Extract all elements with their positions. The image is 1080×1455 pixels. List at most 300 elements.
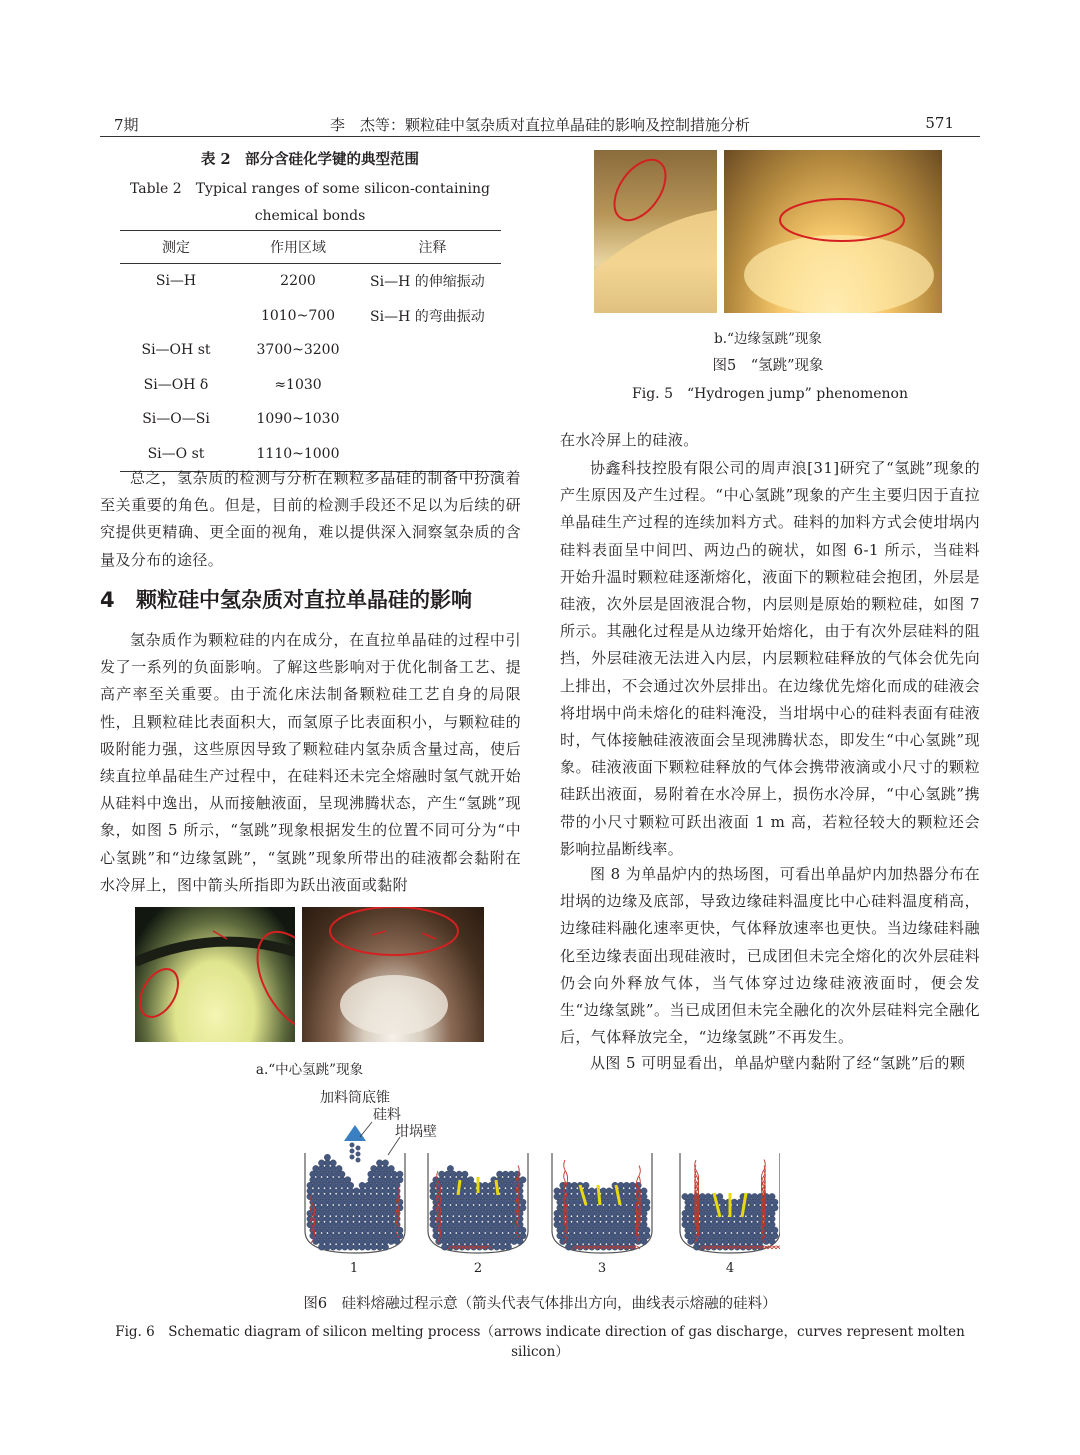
table-cell: ≈1030 bbox=[274, 376, 322, 393]
table-cell bbox=[364, 368, 501, 403]
table-cell bbox=[364, 402, 501, 437]
silicon-particle bbox=[394, 1238, 400, 1244]
silicon-particle bbox=[594, 1210, 600, 1216]
silicon-particle bbox=[621, 1227, 627, 1233]
silicon-particle bbox=[494, 1238, 500, 1244]
silicon-particle bbox=[571, 1238, 577, 1244]
silicon-particle bbox=[459, 1238, 465, 1244]
silicon-particle bbox=[612, 1238, 618, 1244]
silicon-particle bbox=[708, 1227, 714, 1233]
silicon-particle bbox=[430, 1210, 436, 1216]
gas-arrow-icon bbox=[496, 1180, 498, 1195]
silicon-particle bbox=[505, 1182, 511, 1188]
silicon-particle bbox=[623, 1210, 629, 1216]
silicon-particle bbox=[394, 1182, 400, 1188]
table-cell: Si—OH δ bbox=[143, 376, 209, 393]
photo-annotation bbox=[594, 150, 717, 313]
silicon-particle bbox=[482, 1182, 488, 1188]
table-header: 测定 bbox=[120, 231, 232, 264]
table-cell: Si—OH st bbox=[141, 342, 211, 359]
silicon-particle bbox=[476, 1238, 482, 1244]
silicon-particle bbox=[345, 1199, 351, 1205]
silicon-particle bbox=[589, 1210, 595, 1216]
silicon-particle bbox=[772, 1227, 778, 1233]
silicon-particle bbox=[436, 1238, 442, 1244]
silicon-particle bbox=[347, 1182, 353, 1188]
table-cell: 1090~1030 bbox=[256, 411, 340, 428]
page-number: 571 bbox=[925, 114, 954, 132]
silicon-particle bbox=[324, 1182, 330, 1188]
silicon-particle bbox=[609, 1199, 615, 1205]
silicon-particle bbox=[382, 1160, 388, 1166]
silicon-particle bbox=[374, 1199, 380, 1205]
silicon-particle bbox=[336, 1238, 342, 1244]
silicon-particle bbox=[374, 1171, 380, 1177]
silicon-particle bbox=[379, 1199, 385, 1205]
silicon-particle bbox=[751, 1210, 757, 1216]
running-title: 李 杰等：颗粒硅中氢杂质对直拉单晶硅的影响及控制措施分析 bbox=[329, 116, 750, 134]
silicon-particle bbox=[577, 1210, 583, 1216]
silicon-particle bbox=[388, 1210, 394, 1216]
table-row bbox=[120, 402, 501, 437]
silicon-particle bbox=[470, 1182, 476, 1188]
table-2 bbox=[120, 230, 501, 472]
silicon-particle bbox=[508, 1199, 514, 1205]
silicon-particle bbox=[499, 1238, 505, 1244]
silicon-particle bbox=[447, 1165, 453, 1171]
silicon-particle bbox=[514, 1227, 520, 1233]
section-title: 颗粒硅中氢杂质对直拉单晶硅的影响 bbox=[136, 588, 472, 612]
silicon-particle bbox=[577, 1238, 583, 1244]
silicon-particle bbox=[444, 1227, 450, 1233]
silicon-particle bbox=[699, 1210, 705, 1216]
silicon-particle bbox=[615, 1227, 621, 1233]
silicon-particle bbox=[468, 1227, 474, 1233]
silicon-particle bbox=[465, 1238, 471, 1244]
table-header: 注释 bbox=[364, 231, 501, 264]
silicon-particle bbox=[316, 1171, 322, 1177]
silicon-particle bbox=[318, 1182, 324, 1188]
silicon-particle bbox=[336, 1210, 342, 1216]
silicon-particle bbox=[511, 1238, 517, 1244]
silicon-particle bbox=[621, 1199, 627, 1205]
silicon-particle bbox=[376, 1160, 382, 1166]
silicon-particle bbox=[554, 1188, 560, 1194]
silicon-particle bbox=[324, 1238, 330, 1244]
photo-center-jump-1 bbox=[135, 907, 295, 1042]
silicon-particle bbox=[316, 1227, 322, 1233]
crucible-panels bbox=[300, 1085, 780, 1280]
silicon-particle bbox=[502, 1227, 508, 1233]
silicon-particle bbox=[368, 1199, 374, 1205]
gas-arrow-icon bbox=[458, 1180, 460, 1195]
silicon-particle bbox=[324, 1154, 330, 1160]
silicon-particle bbox=[385, 1199, 391, 1205]
silicon-particle bbox=[359, 1238, 365, 1244]
silicon-particle bbox=[618, 1210, 624, 1216]
silicon-particle bbox=[479, 1227, 485, 1233]
silicon-particle bbox=[568, 1199, 574, 1205]
silicon-particle bbox=[597, 1227, 603, 1233]
figure-5-caption-zh: 图5 “氢跳”现象 bbox=[712, 358, 824, 374]
silicon-particle bbox=[441, 1182, 447, 1188]
silicon-particle bbox=[379, 1171, 385, 1177]
silicon-particle bbox=[397, 1227, 403, 1233]
silicon-particle bbox=[324, 1210, 330, 1216]
silicon-particle bbox=[470, 1210, 476, 1216]
silicon-particle bbox=[444, 1199, 450, 1205]
silicon-particle bbox=[368, 1171, 374, 1177]
silicon-particle bbox=[353, 1210, 359, 1216]
silicon-particle bbox=[574, 1199, 580, 1205]
figure-6-caption-zh: 图6 硅料熔融过程示意（箭头代表气体排出方向，曲线表示熔融的硅料） bbox=[303, 1296, 777, 1312]
silicon-particle bbox=[365, 1238, 371, 1244]
silicon-particle bbox=[589, 1188, 595, 1194]
silicon-particle bbox=[711, 1210, 717, 1216]
silicon-particle bbox=[382, 1210, 388, 1216]
silicon-particle bbox=[766, 1199, 772, 1205]
silicon-particle bbox=[772, 1199, 778, 1205]
photo-annotation bbox=[135, 907, 295, 1042]
silicon-particle bbox=[751, 1238, 757, 1244]
silicon-particle bbox=[327, 1227, 333, 1233]
paragraph: 图 8 为单晶炉内的热场图，可看出单晶炉内加热器分布在坩埚的边缘及底部，导致边缘硅料温度比中心硅料温度稍高，边缘硅料融化速率更快，气体释放速率也更快。当边缘硅料融化至边缘表面出现硅液时，已成团但未完全熔化的次外层硅料仍会向外释放气体，当气体穿过边缘硅液液面时，便会发生“边缘氢跳”。当已成团但未完全融化的次外层硅料完全融化后，气体释放完全，“边缘氢跳”不再发生。 bbox=[560, 865, 980, 1047]
silicon-particle bbox=[737, 1227, 743, 1233]
silicon-particle bbox=[342, 1238, 348, 1244]
silicon-particle bbox=[571, 1210, 577, 1216]
silicon-particle bbox=[505, 1238, 511, 1244]
silicon-particle bbox=[397, 1199, 403, 1205]
silicon-particle bbox=[725, 1227, 731, 1233]
silicon-particle bbox=[702, 1199, 708, 1205]
silicon-particle bbox=[356, 1227, 362, 1233]
silicon-particle bbox=[688, 1238, 694, 1244]
silicon-particle bbox=[734, 1238, 740, 1244]
silicon-particle bbox=[347, 1238, 353, 1244]
silicon-particle bbox=[313, 1165, 319, 1171]
silicon-particle bbox=[439, 1171, 445, 1177]
silicon-particle bbox=[465, 1210, 471, 1216]
silicon-particle bbox=[589, 1238, 595, 1244]
silicon-particle bbox=[497, 1199, 503, 1205]
silicon-particle bbox=[594, 1238, 600, 1244]
silicon-particle bbox=[327, 1171, 333, 1177]
paragraph: 在水冷屏上的硅液。 bbox=[560, 431, 699, 449]
silicon-particle bbox=[488, 1182, 494, 1188]
silicon-particle bbox=[482, 1210, 488, 1216]
silicon-particle bbox=[345, 1227, 351, 1233]
silicon-particle bbox=[705, 1193, 711, 1199]
silicon-particle bbox=[580, 1227, 586, 1233]
silicon-particle bbox=[600, 1210, 606, 1216]
silicon-particle bbox=[371, 1210, 377, 1216]
panel-label: 3 bbox=[597, 1261, 607, 1276]
silicon-particle bbox=[618, 1182, 624, 1188]
table-cell: 2200 bbox=[280, 273, 316, 290]
silicon-particle bbox=[365, 1210, 371, 1216]
photo-annotation bbox=[724, 150, 942, 313]
silicon-particle bbox=[722, 1210, 728, 1216]
silicon-particle bbox=[722, 1238, 728, 1244]
silicon-particle bbox=[488, 1210, 494, 1216]
silicon-particle bbox=[318, 1238, 324, 1244]
silicon-particle bbox=[571, 1182, 577, 1188]
silicon-particle bbox=[353, 1188, 359, 1194]
silicon-particle bbox=[356, 1152, 361, 1157]
silicon-particle bbox=[626, 1227, 632, 1233]
silicon-particle bbox=[307, 1182, 313, 1188]
silicon-particle bbox=[731, 1227, 737, 1233]
silicon-particle bbox=[453, 1210, 459, 1216]
silicon-particle bbox=[682, 1193, 688, 1199]
silicon-particle bbox=[388, 1238, 394, 1244]
table-row bbox=[120, 264, 501, 299]
label-feed-cone: 加料筒底锥 bbox=[320, 1090, 390, 1106]
silicon-particle bbox=[720, 1227, 726, 1233]
panel-label: 2 bbox=[473, 1261, 483, 1276]
section-heading bbox=[100, 584, 530, 614]
silicon-particle bbox=[737, 1199, 743, 1205]
silicon-particle bbox=[441, 1238, 447, 1244]
table-row bbox=[120, 299, 501, 334]
figure-6-caption-en: Fig. 6 Schematic diagram of silicon melting process（arrows indicate direction of gas discharge，curves represent molten silicon） bbox=[115, 1324, 965, 1360]
silicon-particle bbox=[702, 1227, 708, 1233]
silicon-particle bbox=[479, 1199, 485, 1205]
photo-center-jump-2 bbox=[302, 907, 484, 1042]
silicon-particle bbox=[465, 1182, 471, 1188]
silicon-particle bbox=[459, 1210, 465, 1216]
silicon-particle bbox=[641, 1210, 647, 1216]
silicon-particle bbox=[749, 1199, 755, 1205]
silicon-particle bbox=[330, 1210, 336, 1216]
table-row bbox=[120, 333, 501, 368]
table-caption-zh: 表 2 部分含硅化学键的典型范围 bbox=[200, 151, 420, 168]
silicon-particle bbox=[376, 1182, 382, 1188]
silicon-particle bbox=[447, 1182, 453, 1188]
silicon-particle bbox=[336, 1182, 342, 1188]
silicon-particle bbox=[685, 1227, 691, 1233]
silicon-particle bbox=[339, 1171, 345, 1177]
silicon-particle bbox=[333, 1171, 339, 1177]
silicon-particle bbox=[359, 1182, 365, 1188]
label-leader-line bbox=[388, 1137, 400, 1155]
silicon-particle bbox=[388, 1165, 394, 1171]
silicon-particle bbox=[333, 1199, 339, 1205]
table-cell bbox=[120, 299, 232, 334]
silicon-particle bbox=[682, 1210, 688, 1216]
silicon-particle bbox=[568, 1227, 574, 1233]
table-cell: Si—H bbox=[155, 273, 197, 290]
silicon-particle bbox=[462, 1171, 468, 1177]
silicon-particle bbox=[350, 1199, 356, 1205]
silicon-particle bbox=[606, 1238, 612, 1244]
silicon-particle bbox=[688, 1193, 694, 1199]
silicon-particle bbox=[368, 1227, 374, 1233]
silicon-particle bbox=[746, 1210, 752, 1216]
table-cell: 1010~700 bbox=[260, 307, 336, 324]
silicon-particle bbox=[385, 1227, 391, 1233]
silicon-particle bbox=[499, 1210, 505, 1216]
silicon-particle bbox=[318, 1210, 324, 1216]
silicon-particle bbox=[740, 1238, 746, 1244]
silicon-particle bbox=[644, 1199, 650, 1205]
silicon-particle bbox=[626, 1199, 632, 1205]
silicon-particle bbox=[371, 1182, 377, 1188]
silicon-particle bbox=[330, 1182, 336, 1188]
silicon-particle bbox=[321, 1171, 327, 1177]
silicon-particle bbox=[609, 1227, 615, 1233]
silicon-particle bbox=[473, 1199, 479, 1205]
silicon-particle bbox=[606, 1188, 612, 1194]
silicon-particle bbox=[623, 1238, 629, 1244]
silicon-particle bbox=[494, 1210, 500, 1216]
silicon-particle bbox=[754, 1227, 760, 1233]
running-header bbox=[100, 112, 980, 137]
silicon-particle bbox=[769, 1210, 775, 1216]
panel-label: 1 bbox=[349, 1261, 359, 1276]
table-cell: Si—O—Si bbox=[142, 411, 210, 428]
photo-annotation bbox=[302, 907, 484, 1042]
silicon-particle bbox=[365, 1182, 371, 1188]
silicon-particle bbox=[511, 1182, 517, 1188]
silicon-particle bbox=[520, 1199, 526, 1205]
silicon-particle bbox=[321, 1227, 327, 1233]
silicon-particle bbox=[350, 1143, 355, 1148]
silicon-particle bbox=[606, 1210, 612, 1216]
silicon-particle bbox=[470, 1238, 476, 1244]
silicon-particle bbox=[318, 1160, 324, 1166]
silicon-particle bbox=[517, 1238, 523, 1244]
silicon-particle bbox=[714, 1227, 720, 1233]
silicon-particle bbox=[316, 1199, 322, 1205]
silicon-particle bbox=[430, 1182, 436, 1188]
silicon-particle bbox=[746, 1238, 752, 1244]
subfigure-caption-b: b.“边缘氢跳”现象 bbox=[714, 331, 822, 347]
label-silicon: 硅料 bbox=[373, 1107, 401, 1123]
silicon-particle bbox=[754, 1199, 760, 1205]
silicon-particle bbox=[711, 1238, 717, 1244]
gas-arrow-icon bbox=[598, 1185, 600, 1205]
figure-6-diagram bbox=[300, 1085, 780, 1280]
silicon-particle bbox=[342, 1210, 348, 1216]
silicon-particle bbox=[728, 1238, 734, 1244]
silicon-particle bbox=[705, 1238, 711, 1244]
silicon-particle bbox=[641, 1188, 647, 1194]
silicon-particle bbox=[447, 1210, 453, 1216]
table-cell: Si—O st bbox=[120, 437, 232, 472]
section-number: 4 bbox=[100, 588, 115, 612]
silicon-particle bbox=[766, 1227, 772, 1233]
silicon-particle bbox=[708, 1199, 714, 1205]
silicon-particle bbox=[499, 1182, 505, 1188]
silicon-particle bbox=[339, 1227, 345, 1233]
silicon-particle bbox=[583, 1182, 589, 1188]
silicon-particle bbox=[327, 1199, 333, 1205]
silicon-particle bbox=[600, 1188, 606, 1194]
silicon-particle bbox=[356, 1199, 362, 1205]
silicon-particle bbox=[385, 1171, 391, 1177]
silicon-particle bbox=[333, 1227, 339, 1233]
silicon-particle bbox=[520, 1227, 526, 1233]
silicon-particle bbox=[497, 1171, 503, 1177]
silicon-particle bbox=[491, 1199, 497, 1205]
silicon-particle bbox=[462, 1227, 468, 1233]
issue-number: 7期 bbox=[114, 116, 139, 134]
silicon-particle bbox=[491, 1227, 497, 1233]
silicon-particle bbox=[717, 1193, 723, 1199]
silicon-particle bbox=[439, 1199, 445, 1205]
label-leader-line bbox=[360, 1122, 372, 1137]
silicon-particle bbox=[618, 1238, 624, 1244]
silicon-particle bbox=[462, 1199, 468, 1205]
table-cell bbox=[364, 333, 501, 368]
silicon-particle bbox=[586, 1227, 592, 1233]
silicon-particle bbox=[603, 1227, 609, 1233]
silicon-particle bbox=[376, 1210, 382, 1216]
silicon-particle bbox=[600, 1238, 606, 1244]
silicon-particle bbox=[362, 1199, 368, 1205]
silicon-particle bbox=[456, 1199, 462, 1205]
silicon-particle bbox=[734, 1210, 740, 1216]
silicon-particle bbox=[388, 1182, 394, 1188]
silicon-particle bbox=[502, 1171, 508, 1177]
silicon-particle bbox=[720, 1199, 726, 1205]
silicon-particle bbox=[441, 1210, 447, 1216]
silicon-particle bbox=[583, 1210, 589, 1216]
silicon-particle bbox=[371, 1238, 377, 1244]
silicon-particle bbox=[560, 1182, 566, 1188]
figure-5-caption-en: Fig. 5 “Hydrogen jump” phenomenon bbox=[632, 386, 908, 402]
silicon-particle bbox=[717, 1238, 723, 1244]
table-header: 作用区域 bbox=[232, 231, 364, 264]
silicon-particle bbox=[473, 1227, 479, 1233]
photo-edge-jump-1 bbox=[594, 150, 717, 313]
silicon-particle bbox=[769, 1238, 775, 1244]
paragraph: 协鑫科技控股有限公司的周声浪[31]研究了“氢跳”现象的产生原因及产生过程。“中心氢跳”现象的产生主要归因于直拉单晶硅生产过程的连续加料方式。硅料的加料方式会使坩埚内硅料表面呈中间凹、两边凸的碗状，如图 6-1 所示，当硅料开始升温时颗粒硅逐渐熔化，液面下的颗粒硅会抱团，外层是硅液，次外层是固液混合物，内层则是原始的颗粒硅，如图 7 所示。其融化过程是从边缘开始熔化，由于有次外层硅料的阻挡，外层硅液无法进入内层，内层颗粒硅释放的气体会优先向上排出，不会通过次外层排出。在边缘优先熔化而成的硅液会将坩埚中尚未熔化的硅料淹没，当坩埚中心的硅料表面有硅液时，气体接触硅液液面会呈现沸腾状态，即发生“中心氢跳”现象。硅液液面下颗粒硅释放的气体会携带液滴或小尺寸的颗粒硅跃出液面，易附着在水冷屏上，损伤水冷屏，“中心氢跳”携带的小尺寸颗粒可跃出液面 1 m 高，若粒径较大的颗粒还会影响拉晶断线率。 bbox=[560, 459, 980, 858]
silicon-particle bbox=[751, 1193, 757, 1199]
silicon-particle bbox=[629, 1182, 635, 1188]
silicon-particle bbox=[743, 1227, 749, 1233]
silicon-particle bbox=[362, 1227, 368, 1233]
silicon-particle bbox=[497, 1227, 503, 1233]
subfigure-caption-a: a.“中心氢跳”现象 bbox=[255, 1062, 364, 1078]
silicon-particle bbox=[382, 1182, 388, 1188]
silicon-particle bbox=[557, 1199, 563, 1205]
silicon-particle bbox=[699, 1193, 705, 1199]
table-cell: Si—H 的弯曲振动 bbox=[370, 308, 485, 325]
silicon-particle bbox=[641, 1238, 647, 1244]
silicon-particle bbox=[508, 1227, 514, 1233]
silicon-particle bbox=[382, 1238, 388, 1244]
silicon-particle bbox=[456, 1227, 462, 1233]
table-cell: 3700~3200 bbox=[256, 342, 340, 359]
silicon-particle bbox=[313, 1182, 319, 1188]
silicon-particle bbox=[321, 1199, 327, 1205]
silicon-particle bbox=[450, 1171, 456, 1177]
silicon-particle bbox=[468, 1199, 474, 1205]
silicon-particle bbox=[502, 1199, 508, 1205]
silicon-particle bbox=[485, 1199, 491, 1205]
silicon-particle bbox=[769, 1193, 775, 1199]
silicon-particle bbox=[356, 1146, 361, 1151]
silicon-particle bbox=[374, 1227, 380, 1233]
silicon-particle bbox=[447, 1238, 453, 1244]
silicon-particle bbox=[350, 1227, 356, 1233]
silicon-particle bbox=[376, 1238, 382, 1244]
silicon-particle bbox=[629, 1210, 635, 1216]
silicon-particle bbox=[644, 1227, 650, 1233]
silicon-particle bbox=[310, 1171, 316, 1177]
